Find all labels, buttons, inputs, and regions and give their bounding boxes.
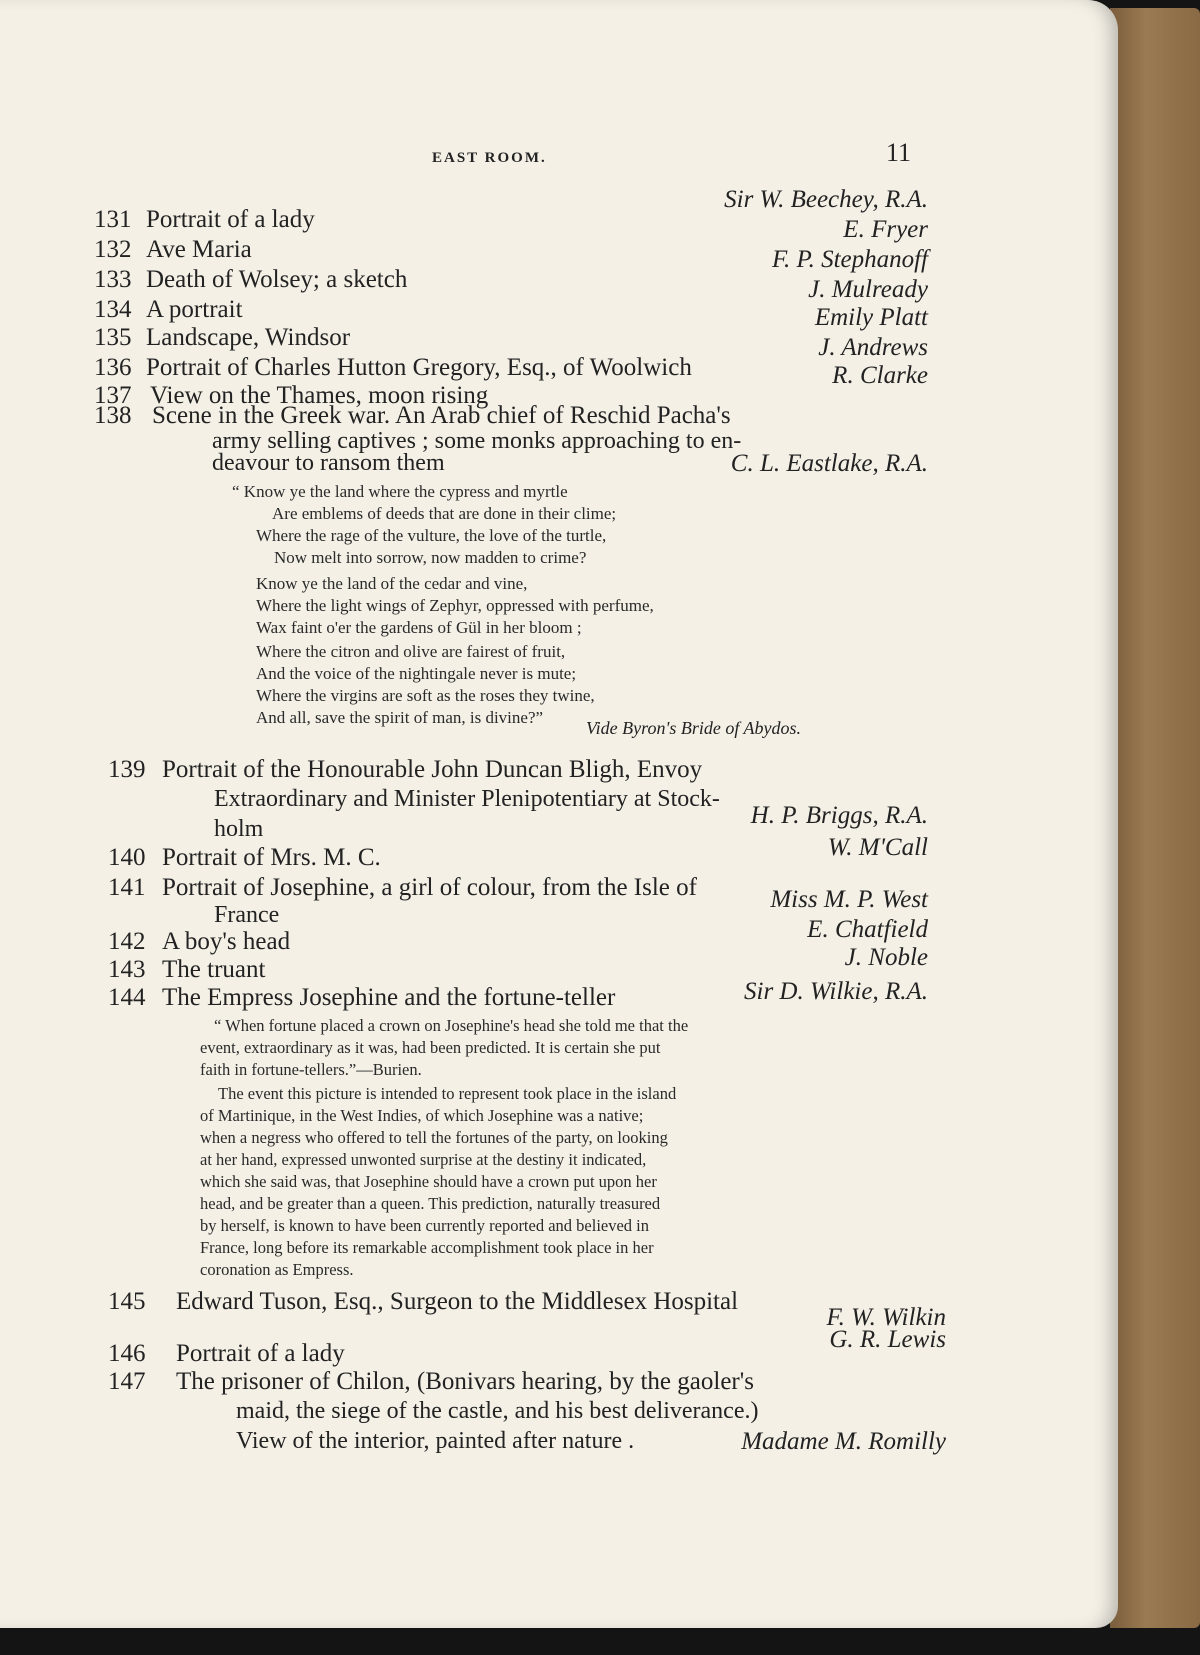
verse-line: Where the rage of the vulture, the love of the turtle, xyxy=(256,526,607,545)
entry-artist: Sir W. Beechey, R.A. xyxy=(724,186,928,213)
entry-number: 142 xyxy=(108,928,146,955)
entry-number: 133 xyxy=(94,266,132,293)
entry-number: 137 xyxy=(94,382,132,409)
entry-title: The Empress Josephine and the fortune-teller xyxy=(162,984,616,1011)
entry-143 xyxy=(0,944,1118,986)
entry-title: View on the Thames, moon rising xyxy=(150,382,489,409)
entry-number: 136 xyxy=(94,354,132,381)
entry-title-continuation: France xyxy=(214,902,280,928)
entry-artist: Miss M. P. West xyxy=(770,886,928,913)
entry-artist: W. M'Call xyxy=(827,834,928,861)
entry-title: Portrait of Josephine, a girl of colour, from the Isle of xyxy=(162,874,697,901)
entry-number: 134 xyxy=(94,296,132,323)
entry-artist: J. Noble xyxy=(844,944,928,971)
running-title: EAST ROOM. xyxy=(432,150,547,166)
entry-number: 138 xyxy=(94,402,132,429)
entry-artist: J. Mulready xyxy=(808,276,928,303)
entry-138-final-line xyxy=(0,450,1118,480)
verse-line: Now melt into sorrow, now madden to crime? xyxy=(274,548,587,567)
entry-title: The prisoner of Chilon, (Bonivars hearing, by the gaoler's xyxy=(176,1368,754,1395)
entry-142 xyxy=(0,916,1118,958)
entry-artist: G. R. Lewis xyxy=(829,1326,946,1353)
entry-number: 145 xyxy=(108,1288,146,1315)
note-line: by herself, is known to have been currently reported and believed in xyxy=(200,1216,650,1235)
note-line: at her hand, expressed unwonted surprise at the destiny it indicated, xyxy=(200,1150,647,1169)
note-line: coronation as Empress. xyxy=(200,1260,354,1279)
entry-artist: C. L. Eastlake, R.A. xyxy=(730,450,928,477)
note-line: The event this picture is intended to represent took place in the island xyxy=(218,1084,677,1103)
entry-artist: Madame M. Romilly xyxy=(741,1428,946,1455)
entry-141 xyxy=(0,874,1118,904)
note-line: when a negress who offered to tell the fortunes of the party, on looking xyxy=(200,1128,668,1147)
note-line: France, long before its remarkable accomplishment took place in her xyxy=(200,1238,654,1257)
entry-artist: J. Andrews xyxy=(818,334,928,361)
entry-title: Ave Maria xyxy=(146,236,252,263)
entry-title: Portrait of Mrs. M. C. xyxy=(162,844,381,871)
entry-title-continuation: holm xyxy=(214,816,264,842)
entry-title: Edward Tuson, Esq., Surgeon to the Middlesex Hospital xyxy=(176,1288,739,1315)
verse-line: Wax faint o'er the gardens of Gül in her bloom ; xyxy=(256,618,582,637)
entry-number: 139 xyxy=(108,756,146,783)
entry-artist: R. Clarke xyxy=(832,362,928,389)
entry-138-continuation: army selling captives ; some monks approaching to en- xyxy=(212,428,742,454)
note-line: event, extraordinary as it was, had been predicted. It is certain she put xyxy=(200,1038,661,1057)
entry-147 xyxy=(0,1368,1118,1398)
entry-artist: Sir D. Wilkie, R.A. xyxy=(744,978,928,1005)
entry-artist: Emily Platt xyxy=(814,304,928,331)
entry-title: A portrait xyxy=(146,296,243,323)
page-number: 11 xyxy=(886,138,912,167)
entry-number: 140 xyxy=(108,844,146,871)
entry-139-continuation: Extraordinary and Minister Plenipotentiary at Stock- xyxy=(214,786,720,812)
entry-title: Portrait of a lady xyxy=(146,206,315,233)
entry-title: Portrait of a lady xyxy=(176,1340,345,1367)
entry-artist: F. P. Stephanoff xyxy=(771,246,928,273)
verse-line: Where the light wings of Zephyr, oppressed with perfume, xyxy=(256,596,654,615)
poem-citation: Vide Byron's Bride of Abydos. xyxy=(586,718,801,738)
entry-artist: H. P. Briggs, R.A. xyxy=(750,802,928,829)
verse-line: And all, save the spirit of man, is divine?” xyxy=(256,708,544,727)
entry-139 xyxy=(0,756,1118,786)
entry-144 xyxy=(0,978,1118,1014)
entry-title: The truant xyxy=(162,956,266,983)
entry-number: 141 xyxy=(108,874,146,901)
entry-number: 135 xyxy=(94,324,132,351)
entry-number: 144 xyxy=(108,984,146,1011)
entry-number: 131 xyxy=(94,206,132,233)
note-line: faith in fortune-tellers.”—Burien. xyxy=(200,1060,422,1079)
verse-line: Where the virgins are soft as the roses they twine, xyxy=(256,686,595,705)
verse-line: Know ye the land of the cedar and vine, xyxy=(256,574,528,593)
note-line: which she said was, that Josephine should have a crown put upon her xyxy=(200,1172,657,1191)
entry-title: Portrait of Charles Hutton Gregory, Esq., of Woolwich xyxy=(146,354,692,381)
entry-146 xyxy=(0,1326,1118,1370)
entry-140 xyxy=(0,834,1118,874)
verse-line: Are emblems of deeds that are done in their clime; xyxy=(272,504,617,523)
entry-147-continuation: maid, the siege of the castle, and his best deliverance.) xyxy=(236,1398,759,1424)
book-cover-edge xyxy=(1110,8,1200,1628)
entry-title: Landscape, Windsor xyxy=(146,324,351,351)
entry-artist: E. Chatfield xyxy=(807,916,928,943)
verse-line: “ Know ye the land where the cypress and myrtle xyxy=(232,482,568,501)
entry-title: Scene in the Greek war. An Arab chief of Reschid Pacha's xyxy=(152,402,731,429)
entry-145-artist-line xyxy=(0,1304,1118,1334)
entry-title: Death of Wolsey; a sketch xyxy=(146,266,408,293)
page-header xyxy=(0,136,1118,176)
verse-line: Where the citron and olive are fairest of fruit, xyxy=(256,642,566,661)
entry-artist: F. W. Wilkin xyxy=(826,1304,946,1331)
verse-line: And the voice of the nightingale never is mute; xyxy=(256,664,577,683)
entry-number: 143 xyxy=(108,956,146,983)
entry-title-continuation: deavour to ransom them xyxy=(212,450,445,476)
entry-title: Portrait of the Honourable John Duncan Bligh, Envoy xyxy=(162,756,703,783)
entry-artist: E. Fryer xyxy=(843,216,928,243)
entry-139-final-line xyxy=(0,802,1118,846)
entry-number: 147 xyxy=(108,1368,146,1395)
entry-title: A boy's head xyxy=(162,928,291,955)
entry-number: 132 xyxy=(94,236,132,263)
entry-131 xyxy=(0,186,1118,236)
entry-number: 146 xyxy=(108,1340,146,1367)
entry-title-continuation: View of the interior, painted after nature . xyxy=(236,1428,635,1454)
entry-147-final-line xyxy=(0,1428,1118,1458)
note-line: head, and be greater than a queen. This prediction, naturally treasured xyxy=(200,1194,661,1213)
note-line: “ When fortune placed a crown on Josephine's head she told me that the xyxy=(214,1016,689,1035)
note-line: of Martinique, in the West Indies, of which Josephine was a native; xyxy=(200,1106,644,1125)
